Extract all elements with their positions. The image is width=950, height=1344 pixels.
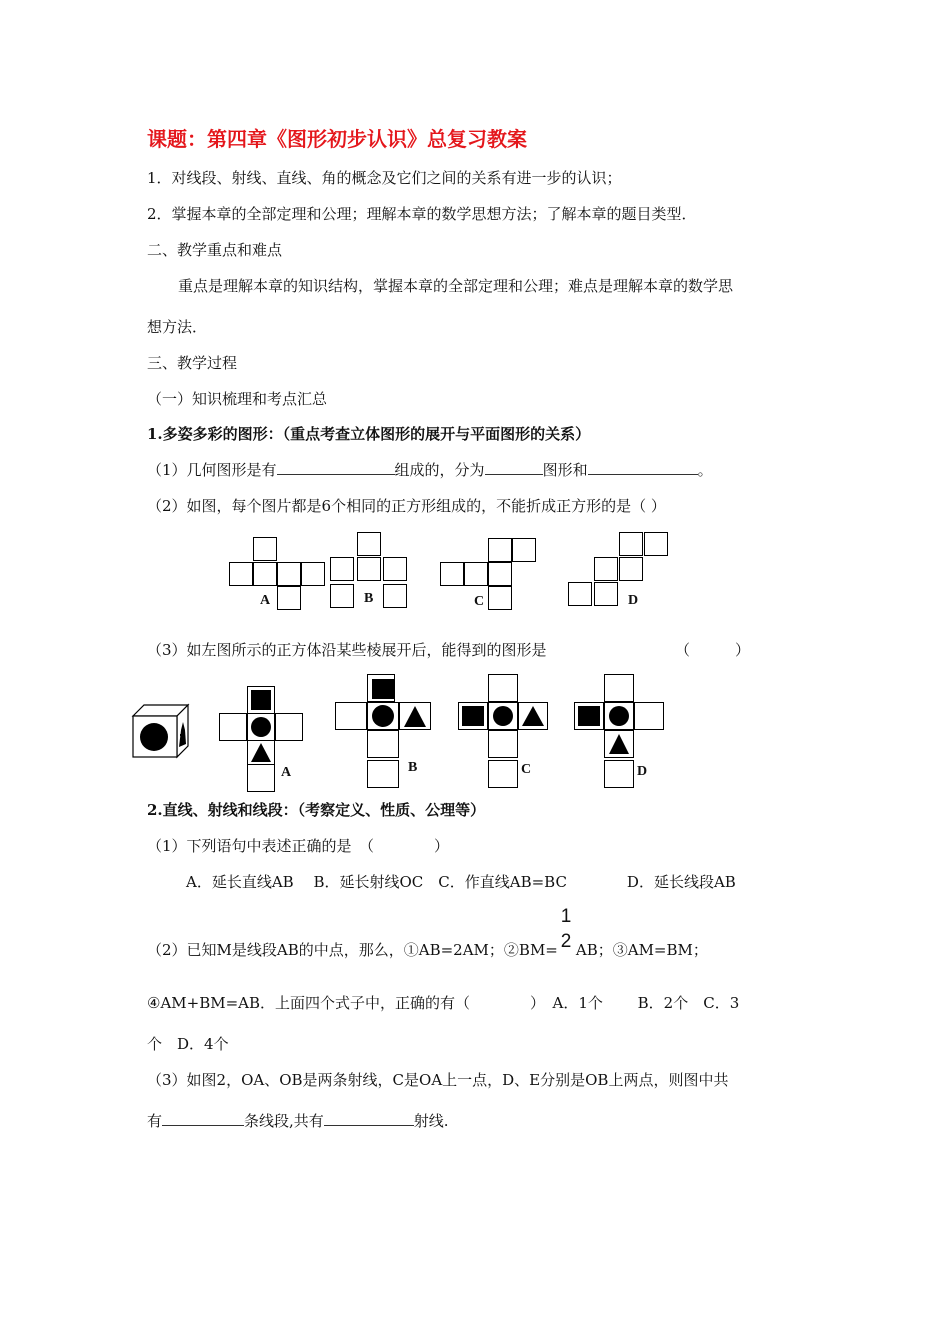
cube-figure bbox=[130, 702, 192, 760]
fraction-denominator: 2 bbox=[560, 931, 572, 952]
question-2-2-line-1 bbox=[147, 940, 708, 960]
question-2-2-line-2: ④AM+BM=AB．上面四个式子中，正确的有（ ） A．1个 B．2个 C．3 bbox=[147, 994, 740, 1012]
objective-2: 2．掌握本章的全部定理和公理；理解本章的数学思想方法；了解本章的题目类型． bbox=[147, 205, 697, 223]
cube-net-b bbox=[335, 674, 435, 792]
question-2-2-line-3: 个 D．4个 bbox=[147, 1035, 229, 1053]
answer-blank[interactable] bbox=[324, 1111, 414, 1126]
question-2-1-options: A．延长直线AB B．延长射线OC C．作直线AB=BC D．延长线段AB bbox=[186, 873, 736, 891]
question-1-3-paren: （ ） bbox=[675, 641, 751, 659]
answer-blank[interactable] bbox=[162, 1111, 244, 1126]
q23-part-c: 条线段,共有 bbox=[244, 1112, 324, 1130]
q1-part-d: 。 bbox=[697, 461, 713, 479]
subsection-1: （一）知识梳理和考点汇总 bbox=[147, 390, 328, 408]
figure-label: B bbox=[364, 591, 374, 606]
topic-2-heading: 2.直线、射线和线段：（考察定义、性质、公理等） bbox=[147, 801, 486, 819]
answer-blank[interactable] bbox=[277, 460, 395, 475]
section-3-heading: 三、教学过程 bbox=[147, 354, 238, 372]
cube-net-c bbox=[458, 674, 558, 792]
focus-line-2: 想方法． bbox=[147, 318, 208, 336]
q22-part-a: （2）已知M是线段AB的中点，那么，①AB=2AM；②BM= bbox=[147, 941, 558, 959]
net-figure-d bbox=[568, 532, 672, 610]
cube-net-d bbox=[574, 674, 674, 792]
net-figure-c bbox=[440, 538, 540, 613]
q1-part-c: 图形和 bbox=[542, 461, 588, 479]
figure-label: D bbox=[628, 593, 639, 608]
figure-label: D bbox=[637, 764, 648, 779]
focus-line-1: 重点是理解本章的知识结构，掌握本章的全部定理和公理；难点是理解本章的数学思 bbox=[178, 277, 734, 295]
figure-label: C bbox=[521, 762, 532, 777]
answer-blank[interactable] bbox=[588, 460, 698, 475]
figure-label: B bbox=[408, 760, 418, 775]
cube-net-a bbox=[219, 686, 309, 792]
q1-part-a: （1）几何图形是有 bbox=[147, 461, 277, 479]
section-2-heading: 二、教学重点和难点 bbox=[147, 241, 283, 259]
question-2-3-line-2 bbox=[147, 1111, 449, 1131]
objective-1: 1．对线段、射线、直线、角的概念及它们之间的关系有进一步的认识； bbox=[147, 169, 622, 187]
q23-part-b: 有 bbox=[147, 1112, 163, 1130]
figure-label: C bbox=[474, 594, 485, 609]
q23-part-d: 射线. bbox=[413, 1112, 449, 1130]
page-title: 课题：第四章《图形初步认识》总复习教案 bbox=[147, 127, 527, 151]
question-1-2: （2）如图，每个图片都是6个相同的正方形组成的，不能折成正方形的是（ ） bbox=[147, 497, 666, 515]
question-1-3: （3）如左图所示的正方体沿某些棱展开后，能得到的图形是 bbox=[147, 641, 547, 659]
question-2-3-line-1: （3）如图2，OA、OB是两条射线，C是OA上一点，D、E分别是OB上两点，则图中共 bbox=[147, 1071, 729, 1089]
net-figure-b bbox=[330, 532, 412, 612]
topic-1-heading: 1.多姿多彩的图形：（重点考查立体图形的展开与平面图形的关系） bbox=[147, 425, 591, 443]
fraction-numerator: 1 bbox=[560, 906, 572, 927]
answer-blank[interactable] bbox=[485, 460, 543, 475]
figure-label: A bbox=[260, 593, 271, 608]
question-1-1 bbox=[147, 460, 713, 480]
net-figure-a bbox=[229, 537, 329, 612]
q22-part-b: AB；③AM=BM； bbox=[575, 941, 708, 959]
q1-part-b: 组成的，分为 bbox=[394, 461, 485, 479]
figure-label: A bbox=[281, 765, 292, 780]
question-2-1: （1）下列语句中表述正确的是 （ ） bbox=[147, 837, 450, 855]
